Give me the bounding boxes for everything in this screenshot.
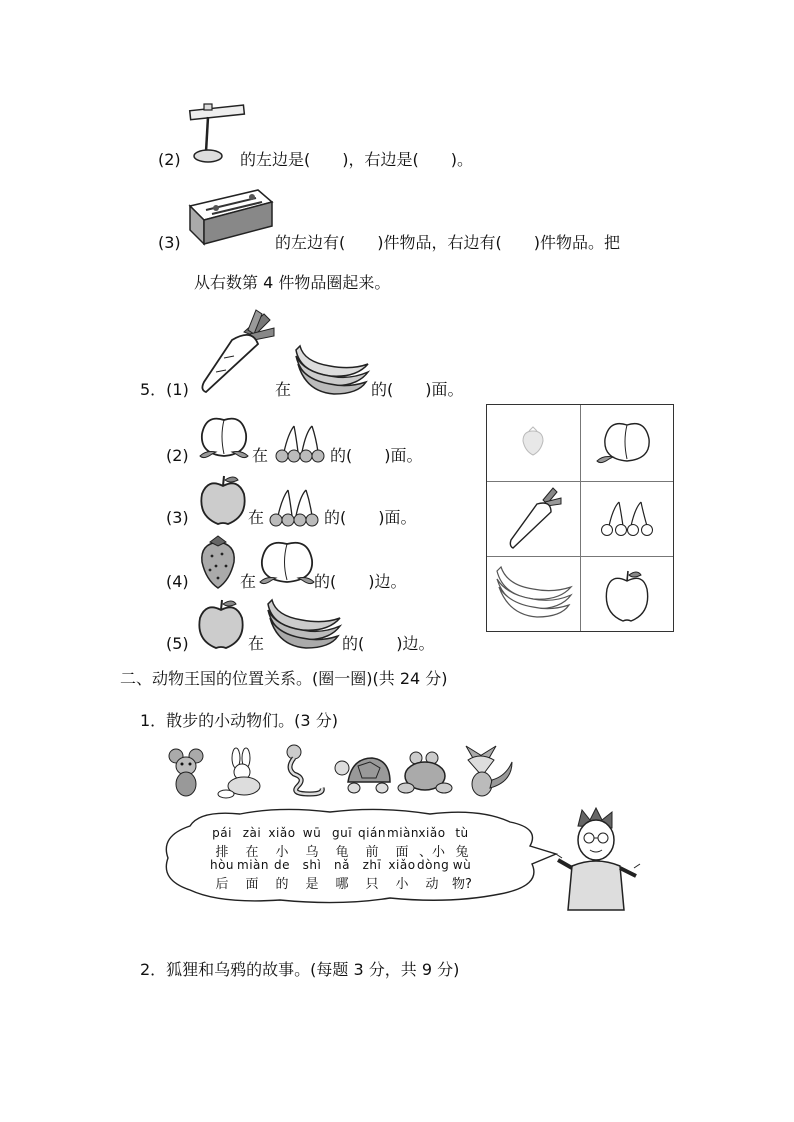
q5-5-mid: 在 (248, 634, 265, 653)
bubble-pinyin-row-1: pái zài xiǎo wū guī qiánmiànxiǎo tù (212, 826, 469, 840)
banana-image (290, 342, 370, 396)
section2-title: 二、动物王国的位置关系。(圈一圈)(共 24 分) (120, 669, 448, 688)
q3-text: 的左边有( )件物品，右边有( )件物品。把 (275, 233, 620, 252)
peach-image-2 (258, 536, 316, 588)
pencil-case-image (186, 184, 274, 248)
q5-4-tail: 的( )边。 (314, 572, 407, 591)
q5-4-mid: 在 (240, 572, 257, 591)
q5-2-number: (2) (166, 446, 189, 465)
grid-strawberry-icon (487, 405, 580, 480)
q3-number: (3) (158, 233, 181, 252)
bubble-hanzi-row-2: 后 面 的 是 哪 只 小 动 物? (215, 877, 472, 892)
cherries-image-2 (266, 486, 322, 528)
carrot-image (198, 310, 278, 396)
turtle-icon (334, 752, 394, 798)
grid-carrot-icon (487, 482, 580, 557)
strawberry-image (198, 536, 238, 590)
q5-2-tail: 的( )面。 (330, 446, 423, 465)
grid-apple-icon (581, 557, 674, 632)
q5-label: 5．(1) (140, 380, 189, 399)
desk-lamp-image (186, 100, 246, 166)
q5-1-tail: 的( )面。 (371, 380, 464, 399)
q3-text-line2: 从右数第 4 件物品圈起来。 (194, 273, 391, 292)
banana-image-2 (262, 596, 342, 650)
q5-4-number: (4) (166, 572, 189, 591)
q5-3-tail: 的( )面。 (324, 508, 417, 527)
apple-image-2 (196, 598, 246, 650)
bubble-pinyin-row-2: hòu miàn de shì nǎ zhī xiǎodòng wù (209, 858, 472, 872)
q5-2-mid: 在 (252, 446, 269, 465)
grid-cherries-icon (581, 482, 674, 557)
cherries-image (272, 422, 328, 464)
snake-icon (280, 744, 326, 800)
fox-icon (460, 742, 516, 798)
apple-image (198, 474, 248, 526)
q5-3-number: (3) (166, 508, 189, 527)
q5-5-tail: 的( )边。 (342, 634, 435, 653)
section2-q2: 2．狐狸和乌鸦的故事。(每题 3 分，共 9 分) (140, 960, 460, 979)
boy-character-image (556, 806, 642, 912)
q5-3-mid: 在 (248, 508, 265, 527)
grid-banana-icon (487, 557, 580, 632)
q5-5-number: (5) (166, 634, 189, 653)
q2-number: (2) (158, 150, 181, 169)
fruit-grid (486, 404, 674, 632)
frog-icon (398, 748, 452, 798)
peach-image (198, 412, 250, 462)
grid-peach-icon (581, 405, 674, 480)
q2-text: 的左边是( )，右边是( )。 (240, 150, 473, 169)
mouse-icon (168, 748, 204, 800)
section2-q1: 1．散步的小动物们。(3 分) (140, 711, 338, 730)
q5-1-mid: 在 (275, 380, 292, 399)
bubble-hanzi-row-1: 排 在 小 乌 龟 前 面 、小 兔 (215, 845, 469, 860)
rabbit-icon (216, 748, 268, 800)
